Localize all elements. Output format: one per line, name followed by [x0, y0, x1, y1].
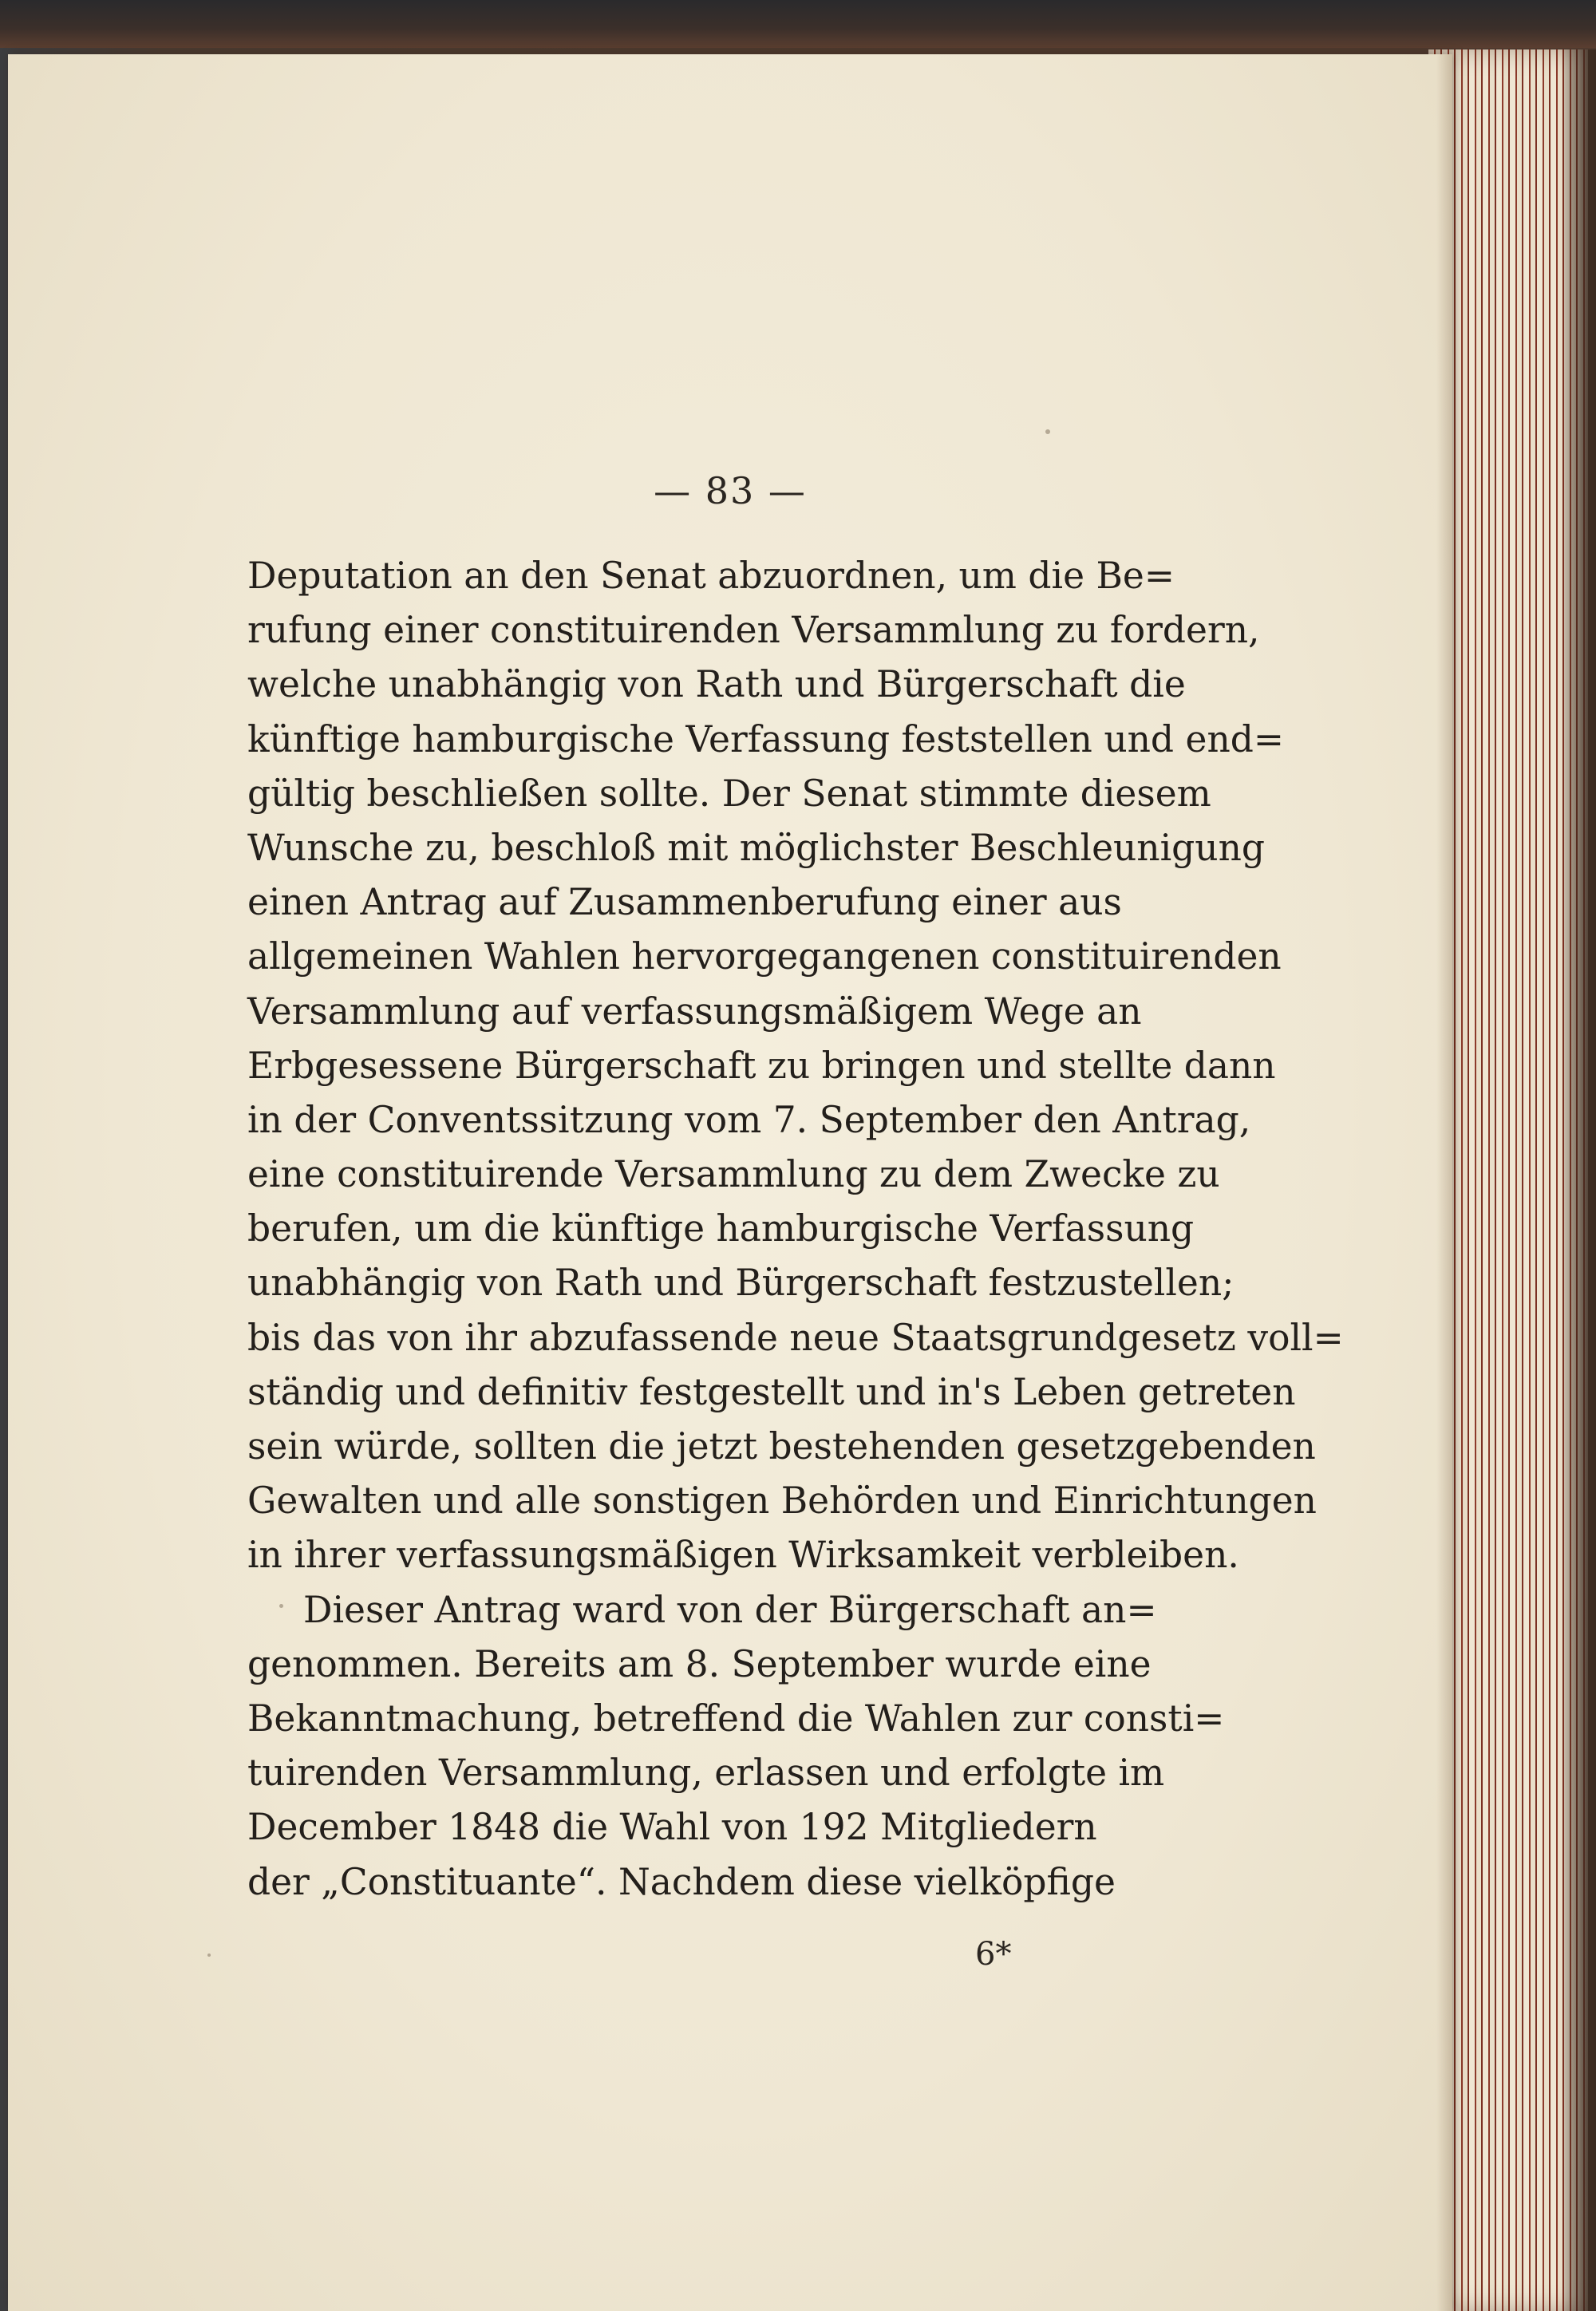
book-page	[8, 54, 1452, 2311]
text-line: welche unabhängig von Rath und Bürgerschaft die	[247, 663, 1186, 706]
text-line: Gewalten und alle sonstigen Behörden und Einrichtungen	[247, 1479, 1317, 1523]
text-line: Bekanntmachung, betreffend die Wahlen zur consti=	[247, 1697, 1225, 1740]
page-stack-shadow	[1564, 49, 1596, 2311]
text-line: Dieser Antrag ward von der Bürgerschaft an=	[303, 1588, 1157, 1631]
text-line: Erbgesessene Bürgerschaft zu bringen und stellte dann	[247, 1044, 1276, 1087]
signature-mark: 6*	[975, 1936, 1012, 1973]
paper-speck	[279, 1604, 283, 1608]
body-text	[247, 549, 1344, 1910]
text-line: unabhängig von Rath und Bürgerschaft festzustellen;	[247, 1262, 1235, 1305]
text-line: berufen, um die künftige hamburgische Verfassung	[247, 1207, 1195, 1250]
text-line: December 1848 die Wahl von 192 Mitgliedern	[247, 1806, 1097, 1849]
text-line: rufung einer constituirenden Versammlung zu fordern,	[247, 609, 1260, 652]
text-line: bis das von ihr abzufassende neue Staatsgrundgesetz voll=	[247, 1316, 1344, 1359]
page-edge-shading	[1436, 54, 1452, 2311]
text-line: tuirenden Versammlung, erlassen und erfolgte im	[247, 1752, 1165, 1795]
text-line: allgemeinen Wahlen hervorgegangenen constituirenden	[247, 935, 1282, 978]
paper-speck	[1045, 429, 1050, 434]
text-line: eine constituirende Versammlung zu dem Zwecke zu	[247, 1153, 1220, 1196]
paper-speck	[207, 1953, 211, 1957]
text-line: Wunsche zu, beschloß mit möglichster Beschleunigung	[247, 826, 1266, 869]
text-line: in der Conventssitzung vom 7. September den Antrag,	[247, 1098, 1251, 1141]
text-line: in ihrer verfassungsmäßigen Wirksamkeit verbleiben.	[247, 1534, 1239, 1577]
text-line: einen Antrag auf Zusammenberufung einer aus	[247, 881, 1122, 924]
text-line: gültig beschließen sollte. Der Senat stimmte diesem	[247, 772, 1211, 815]
text-line: genommen. Bereits am 8. September wurde eine	[247, 1642, 1152, 1685]
text-line: künftige hamburgische Verfassung feststellen und end=	[247, 717, 1284, 760]
text-line: sein würde, sollten die jetzt bestehenden gesetzgebenden	[247, 1425, 1316, 1468]
text-line: Deputation an den Senat abzuordnen, um die Be=	[247, 555, 1175, 597]
text-line: der „Constituante“. Nachdem diese vielköpfige	[247, 1860, 1116, 1903]
page-number-header: — 83 —	[654, 469, 807, 512]
text-line: ständig und definitiv festgestellt und in's Leben getreten	[247, 1370, 1296, 1413]
text-line: Versammlung auf verfassungsmäßigem Wege an	[247, 990, 1142, 1033]
book-cover-edge	[0, 0, 1596, 48]
